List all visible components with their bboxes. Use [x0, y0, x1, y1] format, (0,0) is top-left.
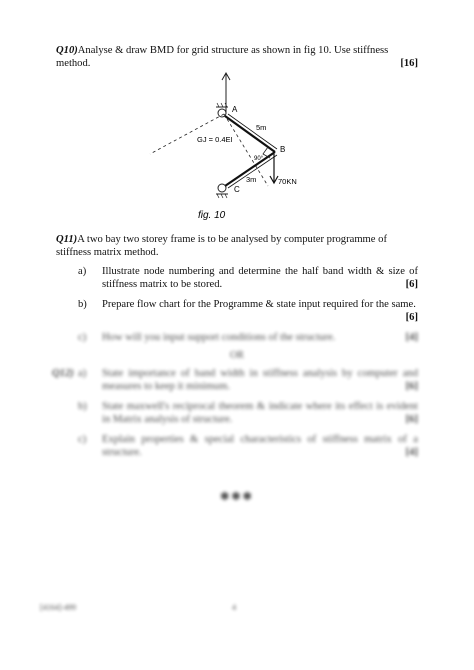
page-number: 4	[232, 603, 236, 612]
part-label: b)	[78, 299, 87, 310]
question-number: Q10)	[56, 45, 78, 56]
part-label: a)	[78, 266, 87, 277]
end-marker: ✱✱✱	[220, 491, 254, 503]
part-text: Prepare flow chart for the Programme & state input required for the same.	[102, 299, 416, 310]
question-text: A two bay two storey frame is to be analysed by computer programme of stiffness matrix method.	[56, 234, 387, 258]
question-12-part-b	[56, 400, 418, 426]
member-ab-edge	[228, 114, 277, 149]
part-marks: [6]	[405, 279, 418, 290]
part-text: How will you input support conditions of the structure.	[102, 332, 336, 343]
question-number: Q12)	[52, 368, 74, 379]
question-11-part-a	[56, 265, 418, 291]
question-10	[56, 44, 418, 70]
question-11-part-c	[56, 331, 418, 344]
part-label: b)	[78, 401, 87, 412]
part-marks: [6]	[405, 312, 418, 323]
question-12-part-a	[52, 367, 418, 393]
dashed-line	[150, 114, 224, 154]
part-marks: [4]	[405, 447, 418, 458]
grid-structure-figure	[140, 70, 340, 230]
paper-code: [4164]-499	[40, 603, 76, 612]
question-12-part-c	[56, 433, 418, 459]
part-text: State maxwell's reciprocal theorem & indicate where its effect is evident in Matrix analysis of structure.	[102, 401, 418, 425]
member-ab	[225, 116, 275, 152]
length-ab: 5m	[256, 123, 267, 132]
label-a: A	[232, 105, 238, 114]
question-11	[56, 233, 418, 259]
angle-label: 90°	[254, 156, 264, 162]
part-text: State importance of band width in stiffness analysis by computer and measures to keep it minimum.	[102, 368, 418, 392]
part-marks: [4]	[405, 332, 418, 343]
part-text: Illustrate node numbering and determine the half band width & size of stiffness matrix to be stored.	[102, 266, 418, 290]
question-number: Q11)	[56, 234, 78, 245]
torsion-stiffness-label: GJ = 0.4EI	[197, 135, 233, 144]
part-label: a)	[78, 368, 87, 379]
load-label: 70KN	[278, 177, 297, 186]
label-b: B	[280, 145, 286, 154]
or-separator: OR	[230, 350, 244, 361]
question-text: Analyse & draw BMD for grid structure as shown in fig 10. Use stiffness method.	[56, 45, 389, 69]
part-text: Explain properties & special characteristics of stiffness matrix of a structure.	[102, 434, 418, 458]
figure-caption: fig. 10	[198, 210, 226, 221]
label-c: C	[234, 185, 240, 194]
part-label: c)	[78, 332, 87, 343]
question-marks: [16]	[400, 58, 418, 69]
part-marks: [6]	[405, 414, 418, 425]
part-marks: [6]	[405, 381, 418, 392]
length-bc: 3m	[246, 175, 257, 184]
part-label: c)	[78, 434, 87, 445]
question-11-part-b	[56, 298, 418, 324]
